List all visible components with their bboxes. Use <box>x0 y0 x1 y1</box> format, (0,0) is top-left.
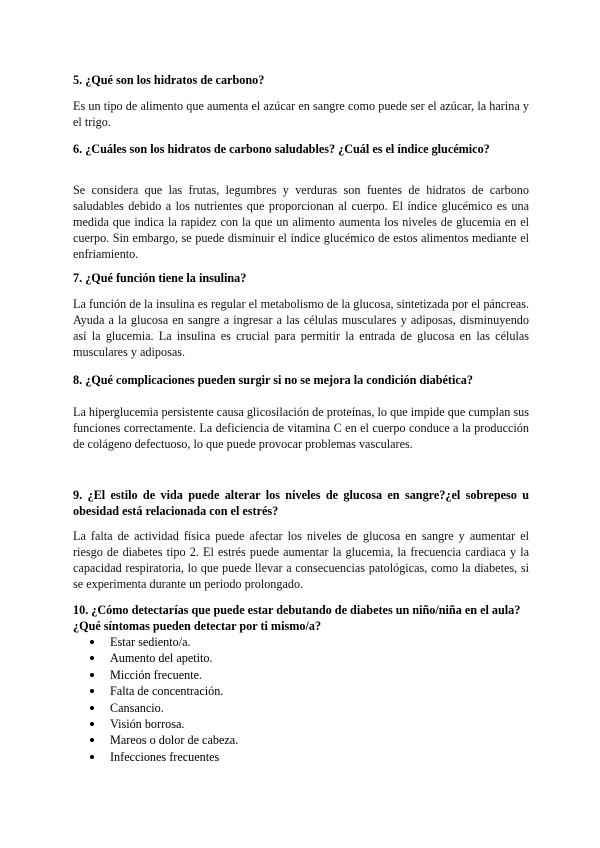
symptom-text: Micción frecuente. <box>110 667 203 682</box>
answer-8-text: La hiperglucemia persistente causa glicosilación de proteínas, lo que impide que cumplan sus funciones correctamente. La deficiencia de vitamina C en el cuerpo conduce a la producción de colágeno defectuoso, lo que puede provocar problemas vasculares. <box>73 405 529 451</box>
symptoms-list <box>73 634 533 765</box>
symptom-text: Mareos o dolor de cabeza. <box>110 733 239 748</box>
question-5-heading: 5. ¿Qué son los hidratos de carbono? <box>73 73 265 87</box>
symptom-text: Cansancio. <box>110 700 164 715</box>
answer-9-text: La falta de actividad física puede afectar los niveles de glucosa en sangre y aumentar el riesgo de diabetes tipo 2. El estrés puede aumentar la glucemia, la frecuencia cardiaca y la capacidad respiratoria, lo que puede llevar a consecuencias patológicas, como la diabetes, si se experimenta durante un periodo prolongado. <box>73 529 529 591</box>
symptom-text: Aumento del apetito. <box>110 651 213 666</box>
bullet-icon <box>90 689 94 693</box>
list-item <box>73 700 533 716</box>
symptom-text: Visión borrosa. <box>110 716 185 731</box>
list-item <box>73 749 533 765</box>
list-item <box>73 650 533 666</box>
bullet-icon <box>90 706 94 710</box>
answer-7-text: La función de la insulina es regular el metabolismo de la glucosa, sintetizada por el páncreas. Ayuda a la glucosa en sangre a ingresar a las células musculares y adiposas, disminuyendo así la glucemia. La insulina es crucial para permitir la entrada de glucosa en las células musculares y adiposas. <box>73 297 529 359</box>
bullet-icon <box>90 673 94 677</box>
bullet-icon <box>90 755 94 759</box>
list-item <box>73 683 533 699</box>
list-item <box>73 634 533 650</box>
question-6-heading: 6. ¿Cuáles son los hidratos de carbono saludables? ¿Cuál es el índice glucémico? <box>73 142 490 156</box>
bullet-icon <box>90 656 94 660</box>
list-item <box>73 716 533 732</box>
list-item <box>73 732 533 748</box>
answer-6-text: Se considera que las frutas, legumbres y verduras son fuentes de hidratos de carbono saludables debido a los nutrientes que proporcionan al cuerpo. El índice glucémico es una medida que indica la rapidez con la que un alimento aumenta los niveles de glucemia en el cuerpo. Sin embargo, se puede disminuir el índice glucémico de estos alimentos mediante el enfriamiento. <box>73 183 529 261</box>
bullet-icon <box>90 722 94 726</box>
list-item <box>73 667 533 683</box>
question-10-heading: 10. ¿Cómo detectarías que puede estar debutando de diabetes un niño/niña en el aula? ¿Qué síntomas pueden detectar por ti mismo/a? <box>73 603 521 633</box>
question-7-heading: 7. ¿Qué función tiene la insulina? <box>73 271 247 285</box>
bullet-icon <box>90 640 94 644</box>
symptom-text: Estar sediento/a. <box>110 635 191 649</box>
question-9-heading: 9. ¿El estilo de vida puede alterar los niveles de glucosa en sangre?¿el sobrepeso u obesidad está relacionada con el estrés? <box>73 488 529 518</box>
bullet-icon <box>90 738 94 742</box>
question-8-heading: 8. ¿Qué complicaciones pueden surgir si no se mejora la condición diabética? <box>73 373 473 387</box>
answer-5-text: Es un tipo de alimento que aumenta el azúcar en sangre como puede ser el azúcar, la harina y el trigo. <box>73 99 529 129</box>
symptom-text: Infecciones frecuentes <box>110 749 220 764</box>
symptom-text: Falta de concentración. <box>110 684 224 699</box>
